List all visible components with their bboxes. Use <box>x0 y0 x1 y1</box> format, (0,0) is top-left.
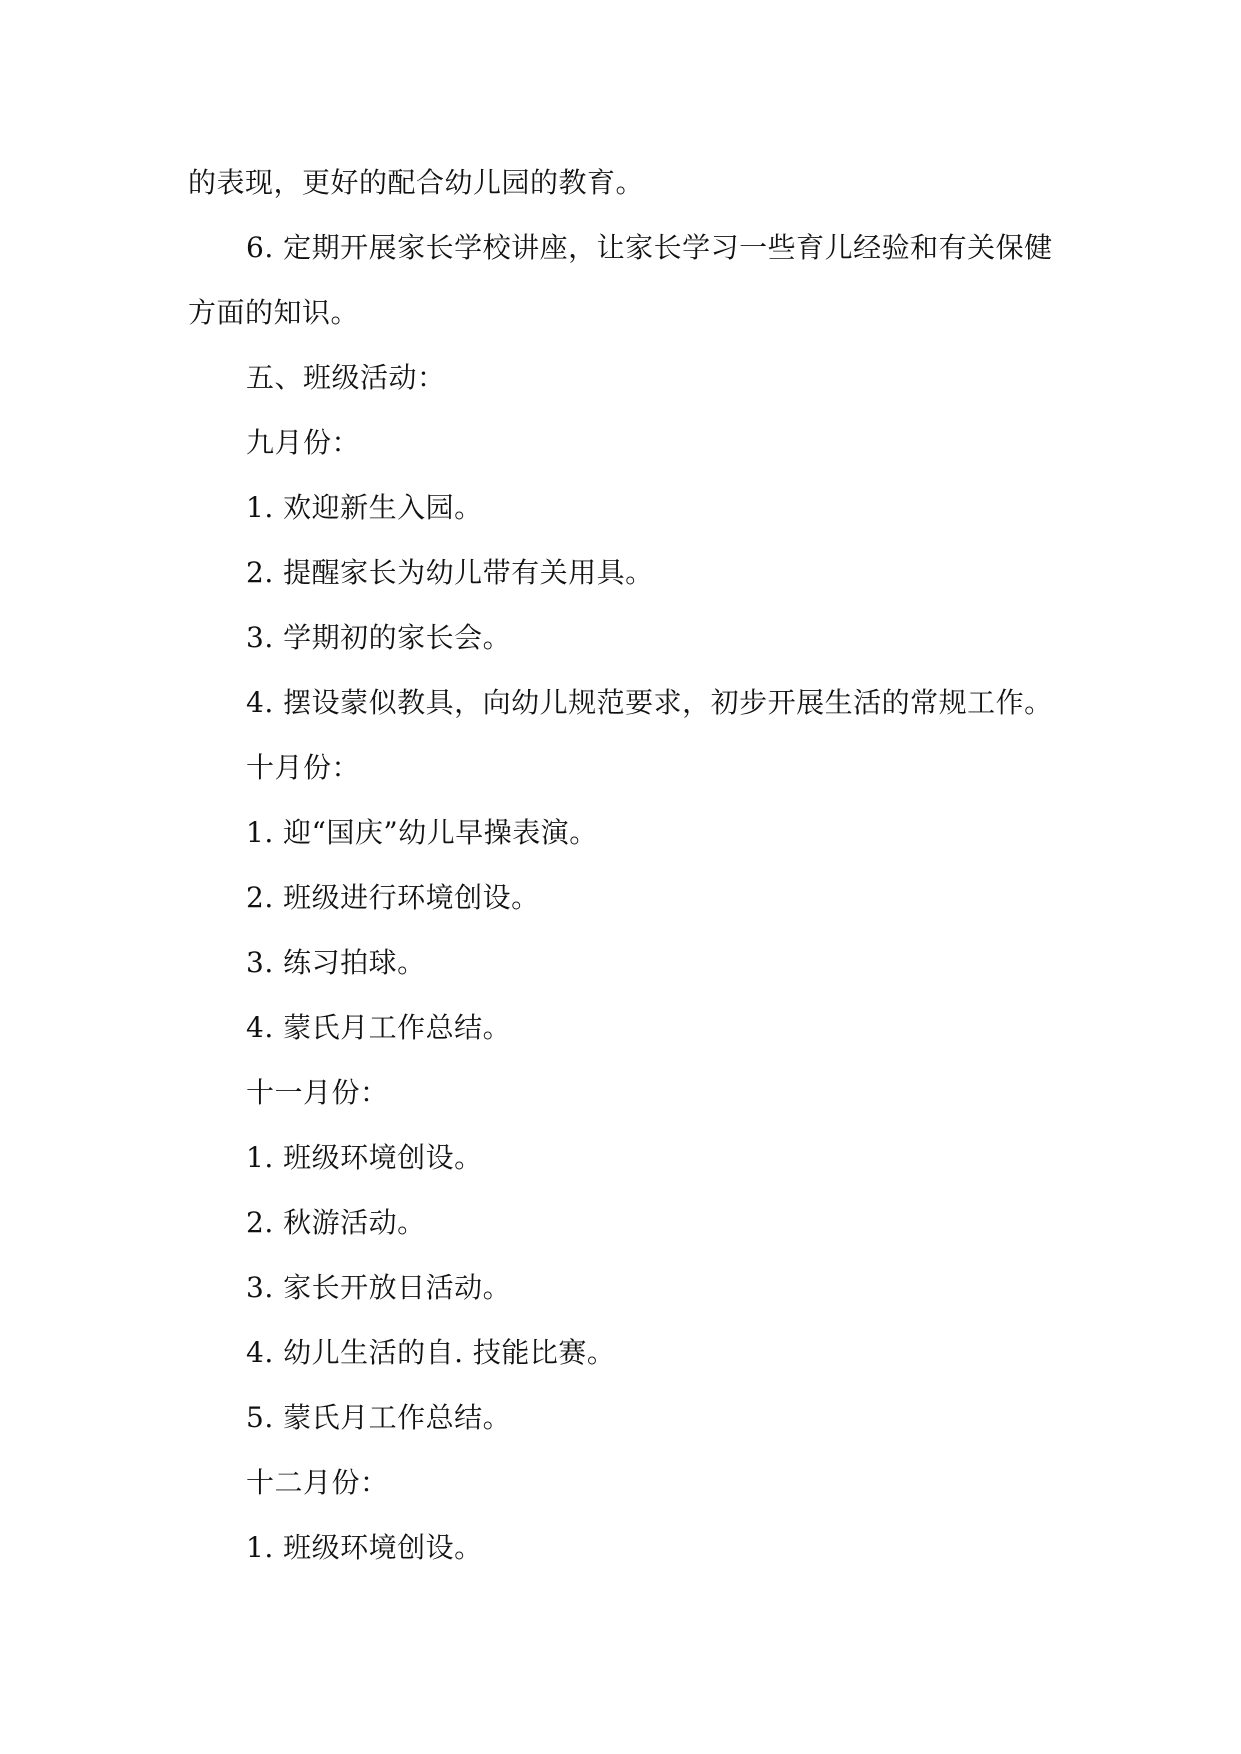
month-heading: 十月份： <box>246 751 361 784</box>
list-item: 1. 欢迎新生入园。 <box>246 491 483 524</box>
paragraph-line: 方面的知识。 <box>188 296 360 329</box>
list-item: 2. 秋游活动。 <box>246 1206 426 1239</box>
month-heading: 九月份： <box>246 426 361 459</box>
paragraph-line: 6. 定期开展家长学校讲座，让家长学习一些育儿经验和有关保健 <box>246 231 1053 264</box>
list-item: 3. 学期初的家长会。 <box>246 621 512 654</box>
list-item: 1. 迎“国庆”幼儿早操表演。 <box>246 816 598 849</box>
list-item: 2. 班级进行环境创设。 <box>246 881 540 914</box>
list-item: 3. 家长开放日活动。 <box>246 1271 512 1304</box>
list-item: 3. 练习拍球。 <box>246 946 426 979</box>
list-item: 2. 提醒家长为幼儿带有关用具。 <box>246 556 654 589</box>
list-item: 5. 蒙氏月工作总结。 <box>246 1401 512 1434</box>
list-item: 4. 摆设蒙似教具，向幼儿规范要求，初步开展生活的常规工作。 <box>246 686 1053 719</box>
list-item: 1. 班级环境创设。 <box>246 1531 483 1564</box>
list-item: 4. 幼儿生活的自. 技能比赛。 <box>246 1336 616 1369</box>
paragraph-line: 的表现，更好的配合幼儿园的教育。 <box>188 166 645 199</box>
list-item: 4. 蒙氏月工作总结。 <box>246 1011 512 1044</box>
month-heading: 十一月份： <box>246 1076 389 1109</box>
list-item: 1. 班级环境创设。 <box>246 1141 483 1174</box>
section-heading: 五、班级活动： <box>246 361 446 394</box>
month-heading: 十二月份： <box>246 1466 389 1499</box>
